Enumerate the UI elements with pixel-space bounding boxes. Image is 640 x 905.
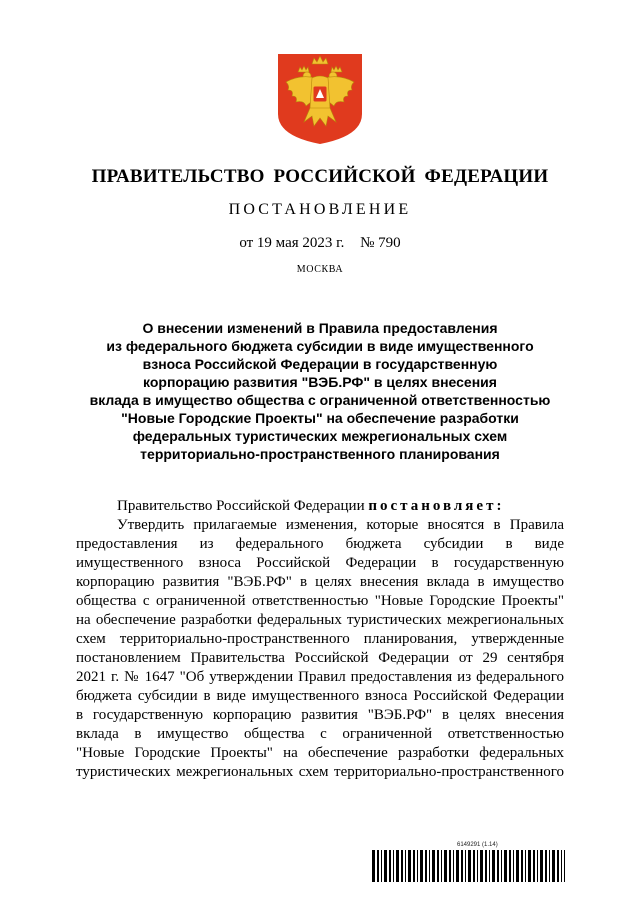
body-line: постановлением Правительства Российской Федерации от 29 сентября [76, 650, 564, 666]
body-line: корпорацию развития "ВЭБ.РФ" в целях внесения вклада в имущество [76, 574, 564, 590]
body-line: туристических межрегиональных схем территориально-пространственного [76, 764, 564, 780]
intro-emphasis: постановляет: [368, 498, 505, 514]
date-number-line [0, 235, 640, 252]
subject-line: вклада в имущество общества с ограниченной ответственностью [89, 392, 551, 408]
decree-subject [80, 319, 560, 463]
subject-line: О внесении изменений в Правила предоставления [142, 320, 498, 336]
subject-line: взноса Российской Федерации в государственную [142, 356, 498, 372]
subject-line: из федерального бюджета субсидии в виде имущественного [106, 338, 534, 354]
body-line: "Новые Городские Проекты" на обеспечение разработки федеральных [76, 745, 564, 761]
city: МОСКВА [296, 264, 344, 275]
subject-line: корпорацию развития "ВЭБ.РФ" в целях внесения [143, 374, 497, 390]
intro-text: Правительство Российской Федерации [117, 498, 365, 514]
government-title: ПРАВИТЕЛЬСТВО РОССИЙСКОЙ ФЕДЕРАЦИИ [91, 166, 549, 187]
body-line: в государственную корпорацию развития "ВЭБ.РФ" в целях внесения [76, 707, 564, 723]
body-line: предоставления из федерального бюджета субсидии в виде [76, 536, 564, 552]
decree-date: от 19 мая 2023 г. [239, 235, 345, 251]
barcode-icon [372, 850, 565, 882]
document-type: ПОСТАНОВЛЕНИЕ [228, 201, 412, 218]
body-line: на обеспечение разработки федеральных туристических межрегиональных [76, 612, 564, 628]
document-code: 6149291 (1.14) [457, 842, 498, 848]
intro-paragraph [76, 497, 564, 516]
subject-line: федеральных туристических межрегиональных схем [132, 428, 508, 444]
body-line: бюджета субсидии в виде имущественного взноса Российской Федерации [76, 688, 564, 704]
subject-line: территориально-пространственного планирования [140, 446, 500, 462]
body-line: 2021 г. № 1647 "Об утверждении Правил предоставления из федерального [76, 669, 564, 685]
body-line: имущественного взноса Российской Федерации в государственную [76, 555, 564, 571]
body-line: общества с ограниченной ответственностью "Новые Городские Проекты" [76, 593, 564, 609]
decree-body [76, 497, 564, 782]
body-line: Утвердить прилагаемые изменения, которые вносятся в Правила [117, 517, 564, 533]
decree-number: № 790 [360, 235, 401, 251]
coat-of-arms-icon [276, 52, 364, 146]
subject-line: "Новые Городские Проекты" на обеспечение разработки [121, 410, 519, 426]
body-line: схем территориально-пространственного планирования, утвержденные [76, 631, 564, 647]
body-line: вклада в имущество общества с ограниченной ответственностью [76, 726, 564, 742]
